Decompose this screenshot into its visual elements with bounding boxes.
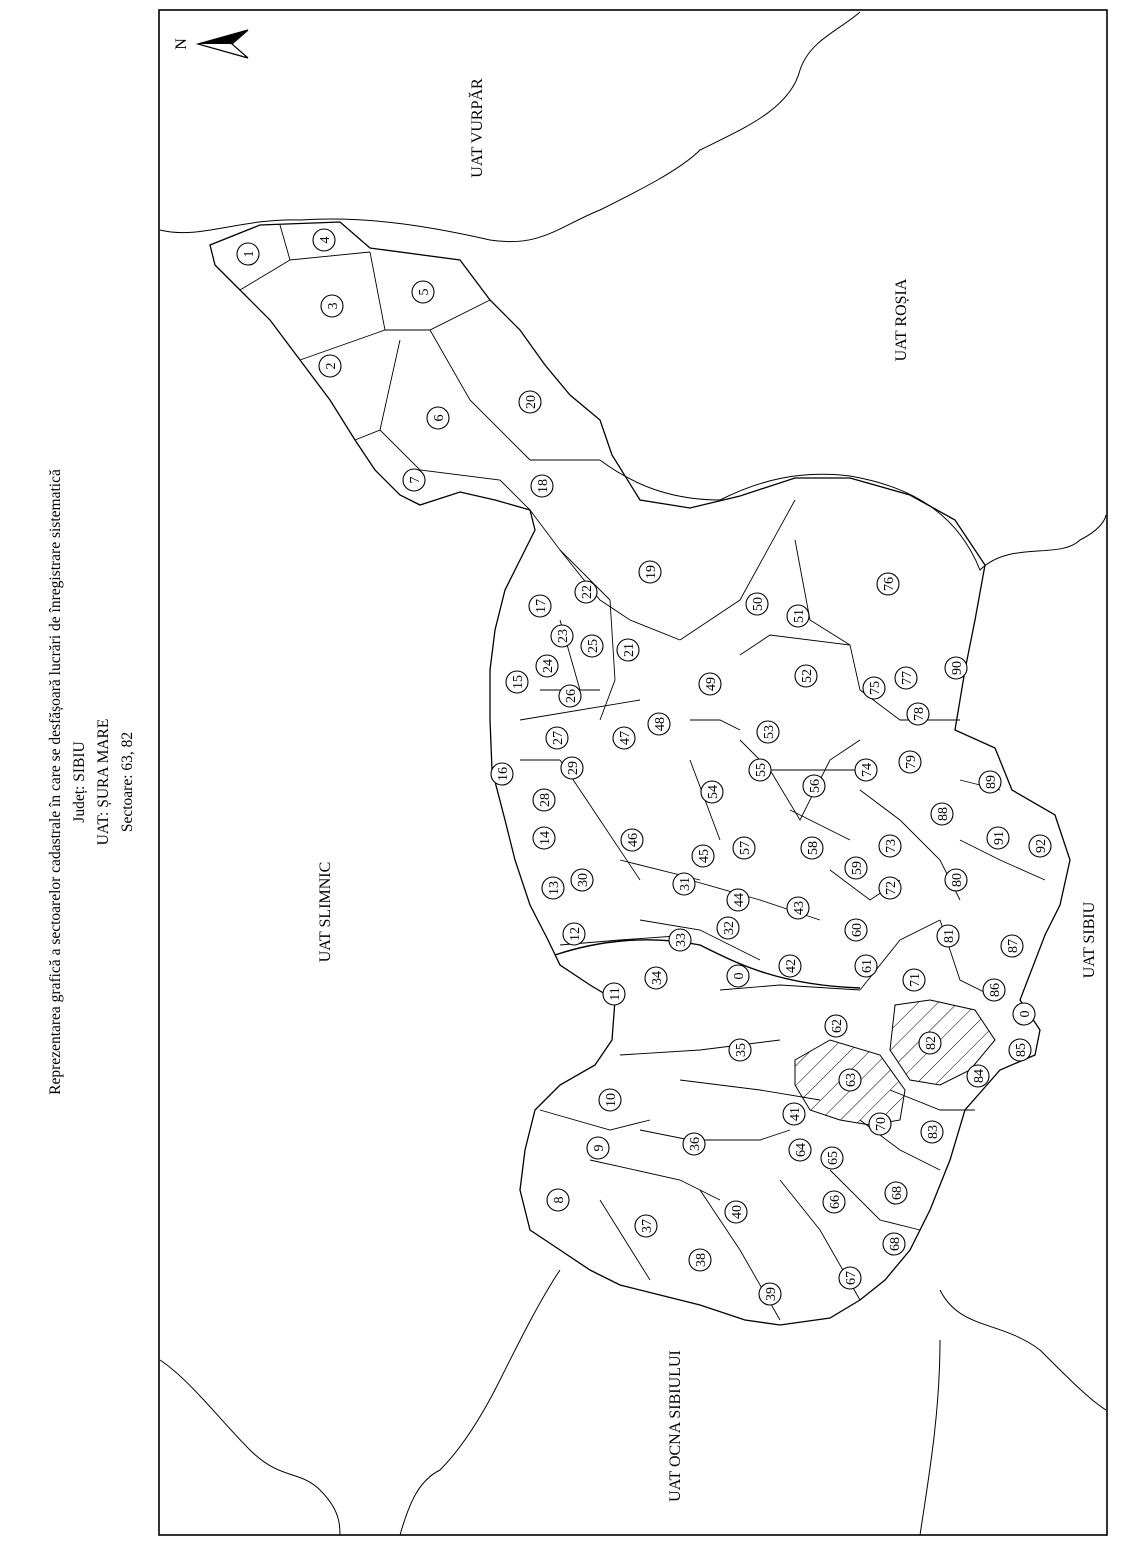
sector-number: 24 <box>541 659 556 673</box>
sector-number: 84 <box>972 1069 987 1083</box>
sector-number: 17 <box>534 599 549 613</box>
sector-number: 15 <box>511 675 526 689</box>
sector-marker <box>599 1089 621 1111</box>
sector-number: 67 <box>844 1271 859 1285</box>
sector-number: 34 <box>650 971 665 985</box>
sector-number: 52 <box>800 669 815 683</box>
sector-number: 39 <box>764 1287 779 1301</box>
sector-marker <box>883 1233 905 1255</box>
sector-number: 62 <box>830 1019 845 1033</box>
sector-marker <box>617 639 639 661</box>
sector-marker <box>855 955 877 977</box>
sector-marker <box>921 1121 943 1143</box>
sector-marker <box>937 925 959 947</box>
sector-marker <box>821 1147 843 1169</box>
sector-number: 18 <box>536 479 551 493</box>
sector-marker <box>895 667 917 689</box>
sector-number: 0 <box>732 972 747 980</box>
sector-number: 68 <box>888 1237 903 1251</box>
sector-marker <box>757 721 779 743</box>
sector-marker <box>542 877 564 899</box>
sector-marker <box>613 727 635 749</box>
sector-marker <box>945 869 967 891</box>
sector-number: 0 <box>1018 1010 1033 1018</box>
sector-number: 42 <box>784 959 799 973</box>
sector-number: 28 <box>538 793 553 807</box>
sector-number: 12 <box>568 927 583 941</box>
sector-marker <box>319 355 341 377</box>
sector-number: 11 <box>608 987 623 1001</box>
sector-marker <box>412 281 434 303</box>
sector-marker <box>845 919 867 941</box>
sector-marker <box>648 713 670 735</box>
sector-marker <box>519 391 541 413</box>
sector-marker <box>749 759 771 781</box>
sector-marker <box>581 635 603 657</box>
sector-number: 51 <box>792 609 807 623</box>
sector-number: 45 <box>697 849 712 863</box>
sector-number: 14 <box>538 831 553 845</box>
sector-marker <box>717 917 739 939</box>
sector-number: 22 <box>580 585 595 599</box>
sector-number: 90 <box>950 661 965 675</box>
sector-marker <box>855 759 877 781</box>
sector-marker <box>779 955 801 977</box>
sector-marker <box>787 605 809 627</box>
sector-marker <box>931 803 953 825</box>
sector-marker <box>571 869 593 891</box>
north-arrow-icon <box>173 30 248 58</box>
map-frame <box>159 10 1107 1535</box>
sector-number: 89 <box>984 775 999 789</box>
sector-number: 63 <box>844 1073 859 1087</box>
sector-marker <box>547 1189 569 1211</box>
sector-marker <box>673 873 695 895</box>
sector-number: 56 <box>808 779 823 793</box>
sector-number: 5 <box>417 288 432 296</box>
sector-marker <box>689 1249 711 1271</box>
sector-marker <box>919 1032 941 1054</box>
sector-number: 43 <box>792 901 807 915</box>
title-line-2: Județ: SIBIU <box>71 741 88 823</box>
sector-marker <box>559 685 581 707</box>
sector-marker <box>879 877 901 899</box>
sector-marker <box>533 789 555 811</box>
sector-marker <box>746 593 768 615</box>
sector-number: 10 <box>604 1093 619 1107</box>
sector-marker <box>561 757 583 779</box>
sector-marker <box>427 407 449 429</box>
sector-number: 32 <box>722 921 737 935</box>
sector-number: 8 <box>552 1196 567 1204</box>
sector-number: 21 <box>622 643 637 657</box>
uat-boundaries <box>160 12 1106 1535</box>
sector-number: 92 <box>1034 839 1049 853</box>
sector-number: 36 <box>688 1137 703 1151</box>
sector-marker <box>729 1039 751 1061</box>
sector-number: 44 <box>732 893 747 907</box>
sector-marker <box>945 657 967 679</box>
sector-number: 9 <box>592 1144 607 1152</box>
uat-ocna-label: UAT OCNA SIBIULUI <box>667 1350 684 1502</box>
sector-number: 80 <box>950 873 965 887</box>
sector-number: 41 <box>788 1107 803 1121</box>
sector-marker <box>1009 1039 1031 1061</box>
sector-marker <box>491 763 513 785</box>
sector-marker <box>967 1065 989 1087</box>
sector-marker <box>979 771 1001 793</box>
sector-marker <box>839 1267 861 1289</box>
sector-marker <box>683 1133 705 1155</box>
sector-number: 7 <box>408 476 423 484</box>
sector-marker <box>987 827 1009 849</box>
sector-number: 71 <box>908 973 923 987</box>
sector-marker <box>899 751 921 773</box>
sector-number: 29 <box>566 761 581 775</box>
sector-number: 82 <box>924 1036 939 1050</box>
sector-marker <box>759 1283 781 1305</box>
sector-marker <box>863 677 885 699</box>
sector-marker <box>621 829 643 851</box>
uat-slimnic-label: UAT SLIMNIC <box>317 861 334 963</box>
title-line-1: Reprezentarea grafică a sectoarelor cadastrale în care se desfășoară lucrări de înregistrare sistematică <box>47 469 64 1095</box>
sector-marker <box>529 595 551 617</box>
sector-marker <box>506 671 528 693</box>
sector-marker <box>546 727 568 749</box>
sector-number: 72 <box>884 881 899 895</box>
sector-number: 47 <box>618 731 633 745</box>
sector-number: 86 <box>988 983 1003 997</box>
sector-number: 26 <box>564 689 579 703</box>
sector-marker <box>795 665 817 687</box>
sector-marker <box>536 655 558 677</box>
title-line-3: UAT: ȘURA MARE <box>95 718 112 846</box>
sector-number: 88 <box>936 807 951 821</box>
sector-marker <box>877 573 899 595</box>
sector-marker <box>879 835 901 857</box>
sector-number: 35 <box>734 1043 749 1057</box>
sector-marker <box>321 295 343 317</box>
sector-number: 87 <box>1006 939 1021 953</box>
sector-marker <box>563 923 585 945</box>
sector-number: 37 <box>640 1219 655 1233</box>
sector-marker <box>237 243 259 265</box>
sector-markers <box>237 229 1051 1305</box>
uat-rosia-label: UAT ROȘIA <box>893 278 910 362</box>
sector-number: 83 <box>926 1125 941 1139</box>
title-block <box>47 469 136 1095</box>
sector-number: 49 <box>704 677 719 691</box>
territory-outline <box>210 222 1070 1325</box>
sector-number: 70 <box>874 1117 889 1131</box>
sector-marker <box>845 857 867 879</box>
sector-marker <box>313 229 335 251</box>
sector-marker <box>727 965 749 987</box>
sector-marker <box>701 781 723 803</box>
sector-marker <box>645 967 667 989</box>
sector-number: 75 <box>868 681 883 695</box>
sector-marker <box>801 837 823 859</box>
sector-number: 79 <box>904 755 919 769</box>
sector-marker <box>692 845 714 867</box>
sector-number: 40 <box>730 1205 745 1219</box>
sector-number: 20 <box>524 395 539 409</box>
sector-marker <box>839 1069 861 1091</box>
sector-number: 46 <box>626 833 641 847</box>
sector-number: 81 <box>942 929 957 943</box>
sector-marker <box>1013 1003 1035 1025</box>
sector-number: 54 <box>706 785 721 799</box>
sector-number: 68 <box>890 1186 905 1200</box>
sector-number: 57 <box>738 841 753 855</box>
sector-number: 13 <box>547 881 562 895</box>
sector-marker <box>983 979 1005 1001</box>
north-label: N <box>173 38 190 50</box>
sector-marker <box>733 837 755 859</box>
sector-number: 65 <box>826 1151 841 1165</box>
sector-marker <box>825 1015 847 1037</box>
sector-number: 60 <box>850 923 865 937</box>
sector-number: 77 <box>900 671 915 685</box>
sector-number: 19 <box>644 565 659 579</box>
sector-number: 73 <box>884 839 899 853</box>
sector-number: 33 <box>674 933 689 947</box>
sector-marker <box>1029 835 1051 857</box>
sector-marker <box>603 983 625 1005</box>
sector-marker <box>551 625 573 647</box>
sector-number: 27 <box>551 731 566 745</box>
sector-marker <box>635 1215 657 1237</box>
sector-marker <box>783 1103 805 1125</box>
sector-marker <box>727 889 749 911</box>
sector-marker <box>823 1191 845 1213</box>
sector-marker <box>787 897 809 919</box>
sector-number: 85 <box>1014 1043 1029 1057</box>
sector-number: 59 <box>850 861 865 875</box>
sector-number: 76 <box>882 577 897 591</box>
sector-number: 78 <box>912 707 927 721</box>
sector-number: 53 <box>762 725 777 739</box>
sector-number: 23 <box>556 629 571 643</box>
sector-number: 74 <box>860 763 875 777</box>
sector-marker <box>885 1182 907 1204</box>
sector-number: 1 <box>242 250 257 258</box>
sector-marker <box>669 929 691 951</box>
sector-number: 30 <box>576 873 591 887</box>
sector-number: 91 <box>992 831 1007 845</box>
sector-number: 31 <box>678 877 693 891</box>
sector-marker <box>533 827 555 849</box>
sector-number: 58 <box>806 841 821 855</box>
uat-vurpar-label: UAT VURPĂR <box>469 78 486 178</box>
sector-number: 38 <box>694 1253 709 1267</box>
sector-number: 61 <box>860 959 875 973</box>
sector-number: 2 <box>324 362 339 370</box>
sector-number: 48 <box>653 717 668 731</box>
sector-marker <box>639 561 661 583</box>
sector-marker <box>587 1137 609 1159</box>
sector-lines <box>240 225 1045 1320</box>
sector-marker <box>403 469 425 491</box>
uat-sibiu-label: UAT SIBIU <box>1081 901 1098 979</box>
sector-marker <box>903 969 925 991</box>
sector-number: 4 <box>318 236 333 244</box>
sector-marker <box>699 673 721 695</box>
sector-number: 16 <box>496 767 511 781</box>
sector-marker <box>869 1113 891 1135</box>
sector-number: 55 <box>754 763 769 777</box>
sector-number: 6 <box>432 414 447 422</box>
sector-number: 50 <box>751 597 766 611</box>
sector-marker <box>1001 935 1023 957</box>
sector-number: 66 <box>828 1195 843 1209</box>
sector-marker <box>531 475 553 497</box>
sector-marker <box>789 1139 811 1161</box>
sector-number: 3 <box>326 302 341 310</box>
sector-marker <box>907 703 929 725</box>
sector-marker <box>725 1201 747 1223</box>
sector-marker <box>575 581 597 603</box>
sector-number: 25 <box>586 639 601 653</box>
sector-marker <box>803 775 825 797</box>
title-line-4: Sectoare: 63, 82 <box>119 731 136 833</box>
sector-number: 64 <box>794 1143 809 1157</box>
